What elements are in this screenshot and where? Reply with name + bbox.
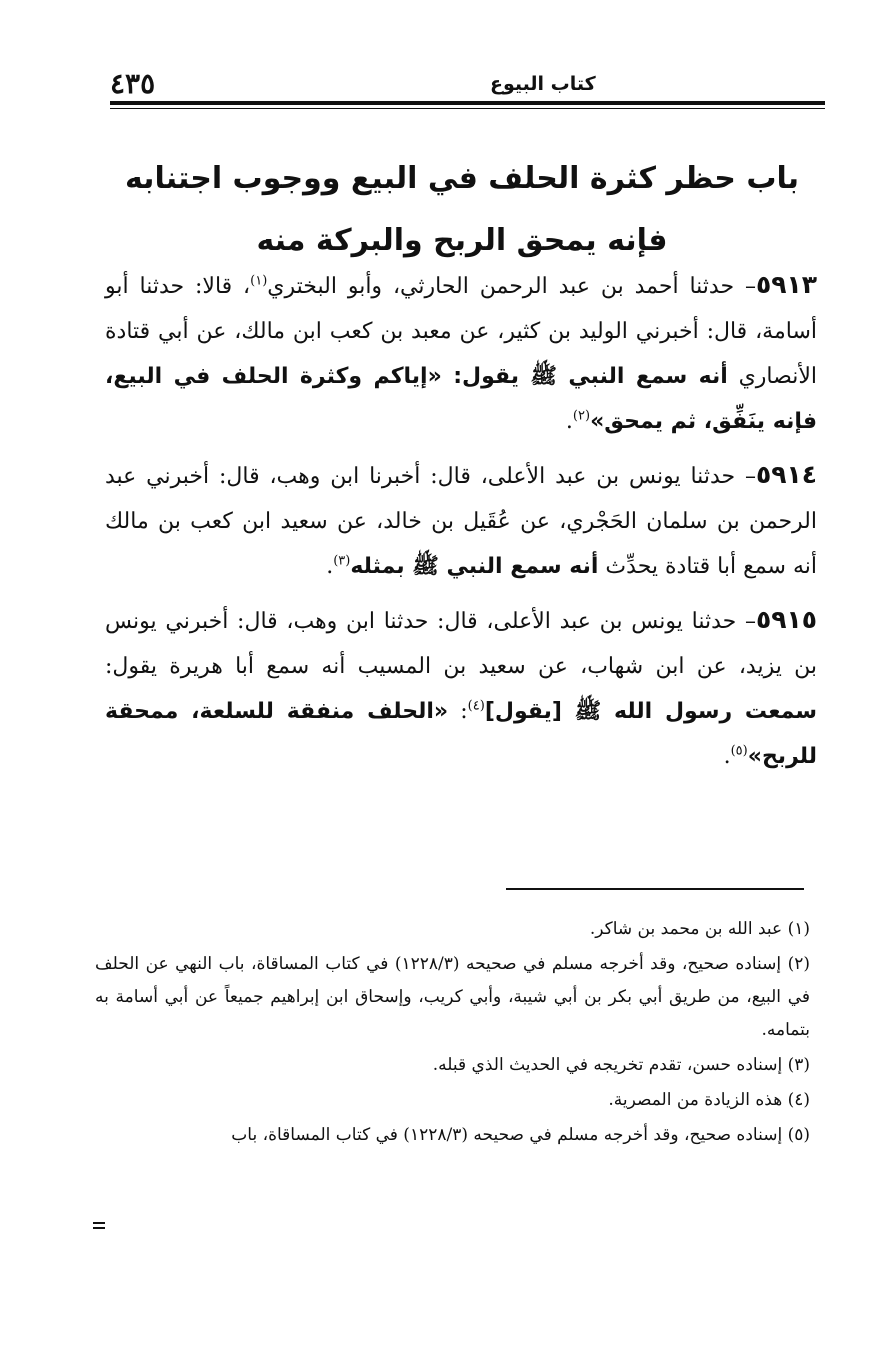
footnotes [95, 913, 810, 1154]
chapter-title: باب حظر كثرة الحلف في البيع ووجوب اجتنابه فإنه يمحق الربح والبركة منه [124, 161, 800, 258]
footnote-text: إسناده صحيح، وقد أخرجه مسلم في صحيحه (١٢٢٨/٣) في كتاب المساقاة، باب [231, 1125, 783, 1145]
hadith-paragraph [105, 452, 817, 589]
hadith-bold-phrase: أنه سمع النبي ﷺ يقول: [453, 364, 728, 389]
hadith-end: . [326, 554, 334, 579]
footnote-ref: (٤) [467, 698, 485, 714]
continuation-line [93, 1222, 105, 1224]
running-title: كتاب البيوع [490, 73, 596, 95]
footnote [95, 1049, 810, 1082]
footnote-number: (٣) [787, 1055, 810, 1075]
hadith-quote: «الحلف منفقة للسلعة، ممحقة للربح» [105, 699, 817, 769]
footnote-number: (٥) [787, 1125, 810, 1145]
footnote-ref: (١) [250, 273, 268, 289]
hadith-quote: «إياكم وكثرة الحلف في البيع، فإنه ينَفِّق، ثم يمحق» [105, 364, 817, 434]
hadith-text: – حدثنا يونس بن عبد الأعلى، قال: حدثنا ابن وهب، قال: أخبرني يونس بن يزيد، عن ابن شهاب، عن سعيد بن المسيب أنه سمع أبا هريرة يقول: [105, 609, 817, 679]
hadith-end: . [565, 409, 573, 434]
hadith-bold-phrase: سمعت رسول الله ﷺ [يقول] [484, 699, 817, 724]
header-rule-thin [110, 108, 825, 109]
hadith-paragraph [105, 597, 817, 779]
hadith-text: ، قالا: حدثنا أبو أسامة، قال: أخبرني الوليد بن كثير، عن معبد بن كعب ابن مالك، عن أبي قتادة الأنصاري [105, 274, 817, 389]
hadith-text: – حدثنا أحمد بن عبد الرحمن الحارثي، وأبو البختري [267, 274, 756, 299]
header-rule-thick [110, 101, 825, 105]
footnote-number: (١) [787, 919, 810, 939]
footnote [95, 948, 810, 1047]
page-number: ٤٣٥ [110, 67, 156, 100]
hadith-end: . [723, 744, 731, 769]
footnote [95, 1084, 810, 1117]
continuation-line [93, 1227, 105, 1229]
footnote-text: عبد الله بن محمد بن شاكر. [589, 919, 783, 939]
footnote-ref: (٥) [730, 743, 748, 759]
footnote-ref: (٢) [572, 408, 591, 424]
continuation-mark [93, 1222, 105, 1230]
footnote-text: إسناده حسن، تقدم تخريجه في الحديث الذي قبله. [432, 1055, 783, 1075]
page-header [110, 68, 825, 100]
footnote-text: إسناده صحيح، وقد أخرجه مسلم في صحيحه (١٢٢٨/٣) في كتاب المساقاة، باب النهي عن الحلف في البيع، من طريق أبي بكر بن أبي شيبة، وأبي كريب، وإسحاق ابن إبراهيم جميعاً عن أبي أسامة به بتمامه. [95, 954, 810, 1040]
hadith-number: ٥٩١٣ [755, 270, 817, 299]
main-text [105, 262, 817, 787]
footnote-number: (٢) [787, 954, 811, 974]
hadith-text: – حدثنا يونس بن عبد الأعلى، قال: أخبرنا ابن وهب، قال: أخبرني عبد الرحمن بن سلمان الحَجْري، عن عُقَيل بن خالد، عن سعيد ابن كعب بن مالك أنه سمع أبا قتادة يحدِّث [105, 464, 817, 579]
hadith-paragraph [105, 262, 817, 444]
footnote [95, 1119, 810, 1152]
hadith-number: ٥٩١٥ [755, 605, 817, 634]
footnote [95, 913, 810, 946]
hadith-text: : [448, 699, 468, 724]
hadith-number: ٥٩١٤ [755, 460, 817, 489]
footnote-number: (٤) [787, 1090, 810, 1110]
footnote-text: هذه الزيادة من المصرية. [608, 1090, 783, 1110]
hadith-bold-phrase: أنه سمع النبي ﷺ بمثله [350, 554, 599, 579]
footnote-ref: (٣) [333, 553, 351, 569]
footnote-divider [506, 888, 804, 890]
